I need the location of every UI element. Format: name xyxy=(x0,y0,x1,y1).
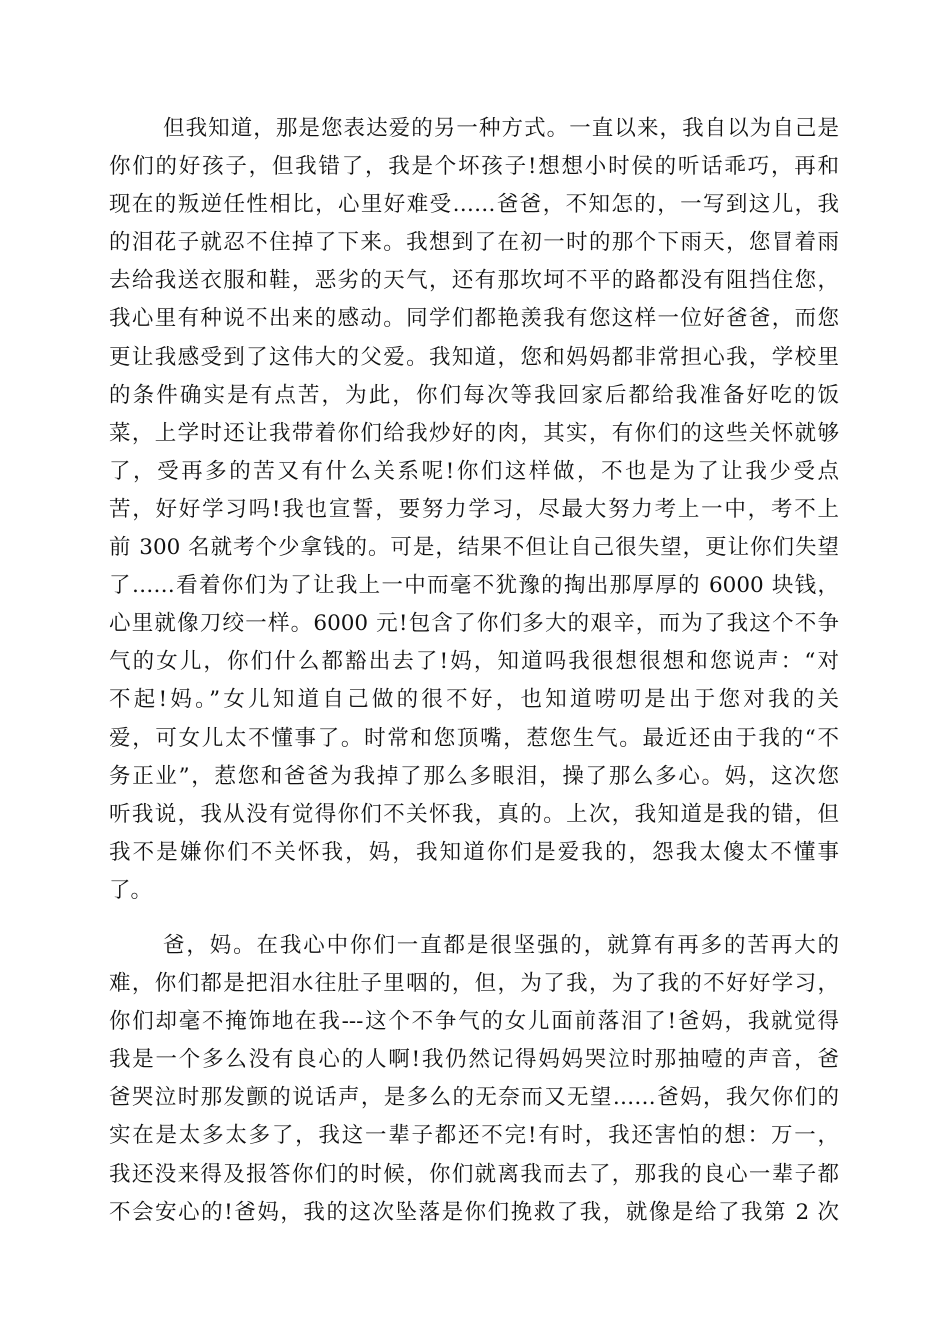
text-line: 苦，好好学习吗!我也宣誓，要努力学习，尽最大努力考上一中，考不上 xyxy=(109,496,839,522)
text-line: 你们却毫不掩饰地在我---这个不争气的女儿面前落泪了!爸妈，我就觉得 xyxy=(109,1009,839,1035)
paragraph-1 xyxy=(109,110,839,910)
text-line: 我还没来得及报答你们的时候，你们就离我而去了，那我的良心一辈子都 xyxy=(109,1161,839,1187)
text-line: 我是一个多么没有良心的人啊!我仍然记得妈妈哭泣时那抽噎的声音，爸 xyxy=(109,1047,839,1073)
text-line: 爸哭泣时那发颤的说话声，是多么的无奈而又无望……爸妈，我欠你们的 xyxy=(109,1085,839,1111)
text-line: 更让我感受到了这伟大的父爱。我知道，您和妈妈都非常担心我，学校里 xyxy=(109,344,839,370)
text-line: 前 300 名就考个少拿钱的。可是，结果不但让自己很失望，更让你们失望 xyxy=(109,535,839,561)
text-line: 心里就像刀绞一样。6000 元!包含了你们多大的艰辛，而为了我这个不争 xyxy=(109,611,839,637)
text-line: 我不是嫌你们不关怀我，妈，我知道你们是爱我的，怨我太傻太不懂事 xyxy=(109,839,839,865)
text-line: 爱，可女儿太不懂事了。时常和您顶嘴，惹您生气。最近还由于我的“不 xyxy=(109,725,839,751)
text-line: 实在是太多太多了，我这一辈子都还不完!有时，我还害怕的想：万一， xyxy=(109,1123,839,1149)
text-line: 去给我送衣服和鞋，恶劣的天气，还有那坎坷不平的路都没有阻挡住您， xyxy=(109,268,839,294)
text-line: 爸，妈。在我心中你们一直都是很坚强的，就算有再多的苦再大的 xyxy=(163,933,839,958)
text-line: 听我说，我从没有觉得你们不关怀我，真的。上次，我知道是我的错，但 xyxy=(109,801,839,827)
text-line: 菜，上学时还让我带着你们给我炒好的肉，其实，有你们的这些关怀就够 xyxy=(109,420,839,446)
text-line: 气的女儿，你们什么都豁出去了!妈，知道吗我很想很想和您说声：“对 xyxy=(109,649,839,675)
text-line: 难，你们都是把泪水往肚子里咽的，但，为了我，为了我的不好好学习， xyxy=(109,971,839,997)
text-line: 你们的好孩子，但我错了，我是个坏孩子!想想小时侯的听话乖巧，再和 xyxy=(109,154,839,180)
text-line: 但我知道，那是您表达爱的另一种方式。一直以来，我自以为自己是 xyxy=(163,116,839,141)
text-line: 的条件确实是有点苦，为此，你们每次等我回家后都给我准备好吃的饭 xyxy=(109,382,839,408)
text-line: 不会安心的!爸妈，我的这次坠落是你们挽救了我，就像是给了我第 2 次 xyxy=(109,1199,839,1225)
text-line: 了。 xyxy=(109,877,153,903)
text-line: 了……看着你们为了让我上一中而毫不犹豫的掏出那厚厚的 6000 块钱， xyxy=(109,573,839,599)
text-line: 了，受再多的苦又有什么关系呢!你们这样做，不也是为了让我少受点 xyxy=(109,458,839,484)
text-line: 我心里有种说不出来的感动。同学们都艳羡我有您这样一位好爸爸，而您 xyxy=(109,306,839,332)
paragraph-2 xyxy=(109,927,839,1232)
text-line: 的泪花子就忍不住掉了下来。我想到了在初一时的那个下雨天，您冒着雨 xyxy=(109,230,839,256)
text-line: 不起!妈。”女儿知道自己做的很不好，也知道唠叨是出于您对我的关 xyxy=(109,687,839,713)
text-line: 务正业”，惹您和爸爸为我掉了那么多眼泪，操了那么多心。妈，这次您 xyxy=(109,763,839,789)
text-line: 现在的叛逆任性相比，心里好难受……爸爸，不知怎的，一写到这儿，我 xyxy=(109,192,839,218)
